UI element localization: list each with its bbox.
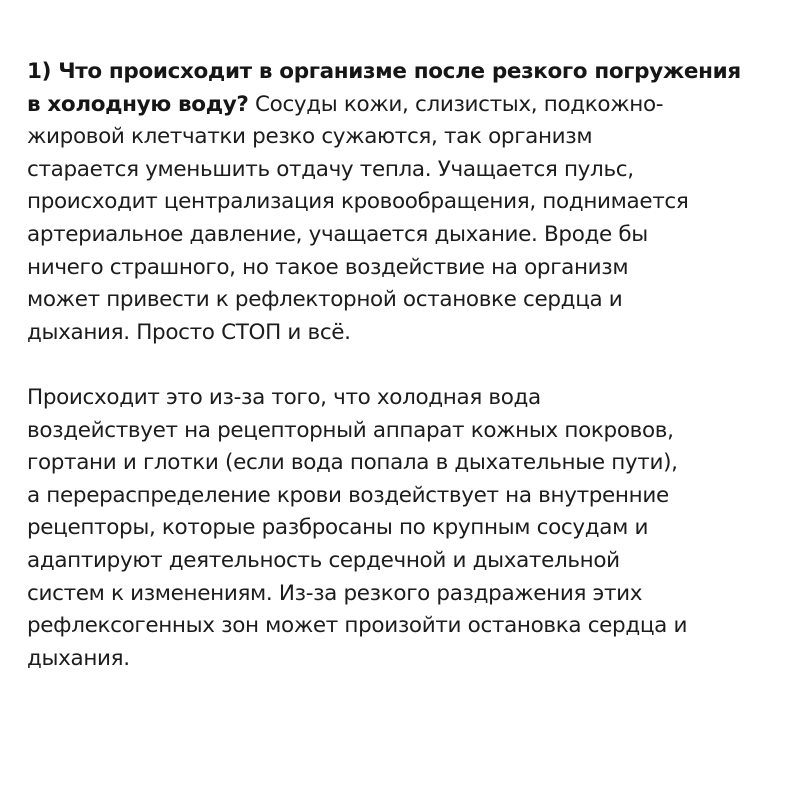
paragraph-1-line-3: жировой клетчатки резко сужаются, так организм: [27, 124, 593, 150]
paragraph-2-line-5: рецепторы, которые разбросаны по крупным сосудам и: [27, 515, 649, 541]
paragraph-1: [27, 56, 780, 349]
question-heading-part-2: в холодную воду?: [27, 91, 249, 117]
paragraph-1-line-2: [27, 89, 780, 122]
paragraph-2-line-9: дыхания.: [27, 645, 130, 671]
paragraph-2-line-3: гортани и глотки (если вода попала в дыхательные пути),: [27, 450, 678, 476]
paragraph-2-line-4: а перераспределение крови воздействует на внутренние: [27, 482, 669, 508]
question-heading-part-1: 1) Что происходит в организме после резкого погружения: [27, 59, 741, 84]
paragraph-2-line-1: Происходит это из-за того, что холодная вода: [27, 384, 541, 410]
paragraph-1-line-8: может привести к рефлекторной остановке сердца и: [27, 287, 623, 313]
paragraph-2-line-8: рефлексогенных зон может произойти остановка сердца и: [27, 613, 688, 639]
paragraph-1-line-5: происходит централизация кровообращения, поднимается: [27, 189, 689, 215]
paragraph-1-line-1: [27, 56, 780, 89]
paragraph-1-line-4: старается уменьшить отдачу тепла. Учащается пульс,: [27, 156, 634, 182]
paragraph-2: [27, 382, 780, 675]
paragraph-2-line-6: адаптируют деятельность сердечной и дыхательной: [27, 547, 620, 573]
paragraph-1-body-start: Сосуды кожи, слизистых, подкожно-: [248, 91, 664, 117]
paragraph-1-line-7: ничего страшного, но такое воздействие на организм: [27, 254, 629, 280]
paragraph-1-line-9: дыхания. Просто СТОП и всё.: [27, 319, 351, 345]
paragraph-2-line-2: воздействует на рецепторный аппарат кожных покровов,: [27, 417, 674, 443]
paragraph-2-line-7: систем к изменениям. Из-за резкого раздражения этих: [27, 580, 643, 606]
paragraph-1-line-6: артериальное давление, учащается дыхание. Вроде бы: [27, 221, 648, 247]
